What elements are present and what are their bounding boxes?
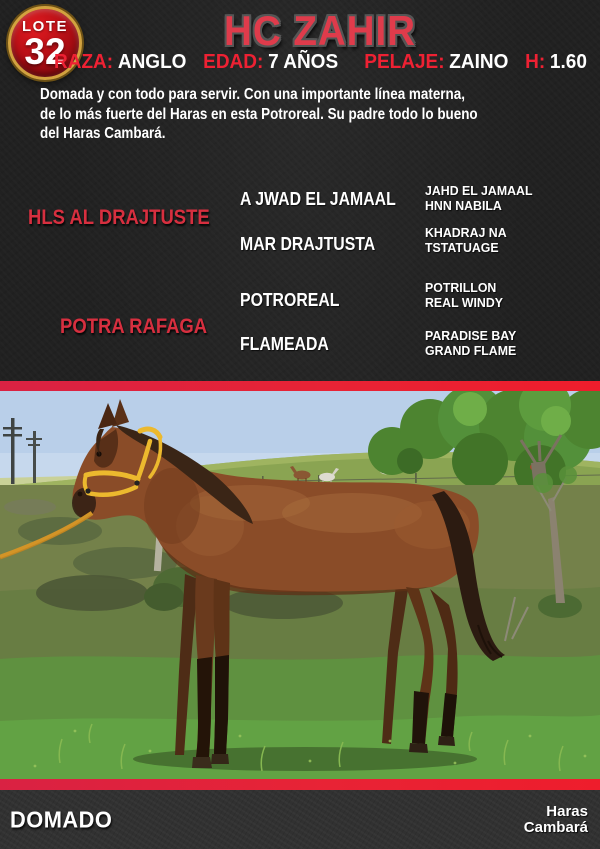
altura-label: H:	[525, 51, 546, 73]
ancestor-name: HNN NABILA	[425, 197, 502, 213]
ancestor-name: JAHD EL JAMAAL	[425, 183, 533, 198]
ancestor-name: GRAND FLAME	[425, 342, 517, 358]
dam-sire-name: POTROREAL	[240, 290, 340, 310]
raza-label: RAZA:	[54, 51, 114, 73]
lot-badge-label: LOTE	[22, 17, 68, 35]
divider-bar-top	[0, 381, 600, 391]
footer-bar	[0, 790, 600, 849]
ancestor-name: KHADRAJ NA	[425, 225, 507, 240]
horse-photo	[0, 391, 600, 779]
sire-name: HLS AL DRAJTUSTE	[28, 206, 210, 229]
ancestor-name: TSTATUAGE	[425, 239, 499, 255]
dam-name: POTRA RAFAGA	[60, 315, 208, 338]
edad-label: EDAD:	[203, 51, 264, 73]
sire-dam-parents	[425, 226, 507, 255]
horse-photo-illustration	[0, 391, 600, 779]
description-line: de lo más fuerte del Haras en esta Potroreal. Su padre todo lo bueno	[40, 105, 478, 123]
sire-sire-name: A JWAD EL JAMAAL	[240, 189, 396, 209]
ancestor-name: POTRILLON	[425, 280, 497, 295]
brand-line: Haras	[546, 802, 588, 820]
ancestor-name: PARADISE BAY	[425, 328, 517, 343]
divider-bar-bottom	[0, 779, 600, 790]
info-bar	[54, 51, 586, 74]
brand-line: Cambará	[523, 818, 588, 836]
haras-brand	[524, 804, 588, 836]
status-label: DOMADO	[10, 806, 113, 832]
edad-value: 7 AÑOS	[268, 51, 339, 73]
description-line: del Haras Cambará.	[40, 125, 166, 142]
pelaje-label: PELAJE:	[364, 51, 445, 73]
description	[40, 85, 498, 144]
lot-badge-number: 32	[24, 30, 66, 72]
dam-dam-parents	[425, 329, 516, 358]
description-line: Domada y con todo para servir. Con una importante línea materna,	[40, 86, 465, 103]
pelaje-value: ZAINO	[449, 51, 509, 73]
sire-dam-name: MAR DRAJTUSTA	[240, 234, 376, 254]
raza-value: ANGLO	[117, 51, 187, 73]
dam-sire-parents	[425, 281, 503, 310]
altura-value: 1.60	[549, 51, 587, 73]
ancestor-name: REAL WINDY	[425, 294, 504, 310]
sire-sire-parents	[425, 184, 533, 213]
dam-dam-name: FLAMEADA	[240, 334, 329, 354]
horse-name-title: HC ZAHIR	[224, 7, 416, 54]
